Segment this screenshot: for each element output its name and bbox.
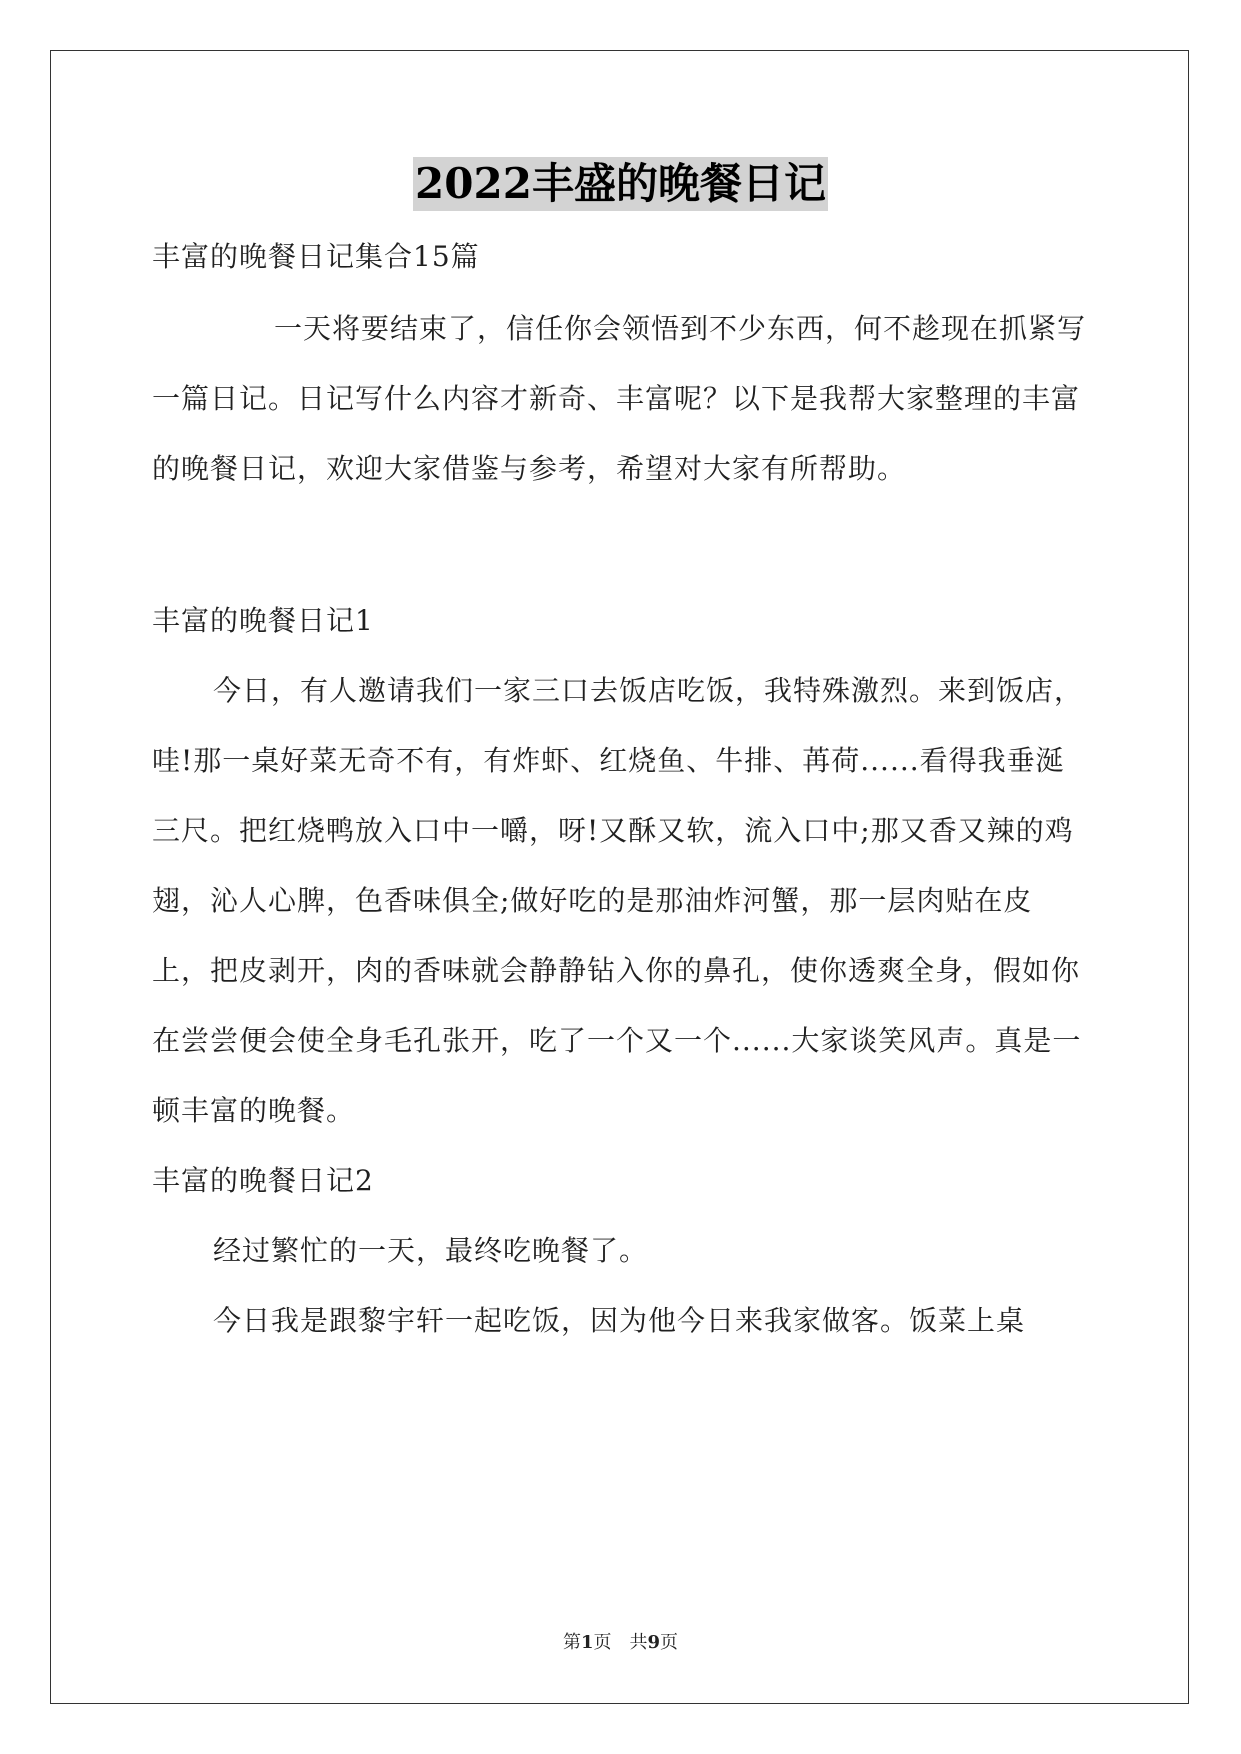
footer-mid: 页 共 xyxy=(593,1632,648,1653)
footer-suffix: 页 xyxy=(660,1632,679,1653)
section-1 xyxy=(152,586,1089,1356)
document-subtitle: 丰富的晚餐日记集合15篇 xyxy=(152,240,480,273)
title-container xyxy=(0,157,1241,211)
footer-prefix: 第 xyxy=(562,1632,581,1653)
footer-total-pages: 9 xyxy=(647,1632,661,1653)
intro-paragraph: 一天将要结束了，信任你会领悟到不少东西，何不趁现在抓紧写一篇日记。日记写什么内容才新奇、丰富呢？以下是我帮大家整理的丰富的晚餐日记，欢迎大家借鉴与参考，希望对大家有所帮助。 xyxy=(152,312,1087,485)
section-paragraph: 今日我是跟黎宇轩一起吃饭，因为他今日来我家做客。饭菜上桌 xyxy=(213,1304,1026,1337)
section-paragraph: 今日，有人邀请我们一家三口去饭店吃饭，我特殊激烈。来到饭店，哇!那一桌好菜无奇不有，有炸虾、红烧鱼、牛排、苒荷......看得我垂涎三尺。把红烧鸭放入口中一嚼，呀!又酥又软，流入口中;那又香又辣的鸡翅，沁人心脾，色香味俱全;做好吃的是那油炸河蟹，那一层肉贴在皮上，把皮剥开，肉的香味就会静静钻入你的鼻孔，使你透爽全身，假如你在尝尝便会使全身毛孔张开，吃了一个又一个......大家谈笑风声。真是一顿丰富的晚餐。 xyxy=(152,674,1084,1127)
section-heading: 丰富的晚餐日记2 xyxy=(152,1164,374,1197)
document-title: 2022丰盛的晚餐日记 xyxy=(413,157,828,211)
page-footer xyxy=(0,1628,1241,1654)
footer-page-number: 1 xyxy=(580,1632,594,1653)
section-paragraph: 经过繁忙的一天，最终吃晚餐了。 xyxy=(213,1234,649,1267)
document-body xyxy=(152,222,1089,504)
section-heading: 丰富的晚餐日记1 xyxy=(152,604,374,637)
